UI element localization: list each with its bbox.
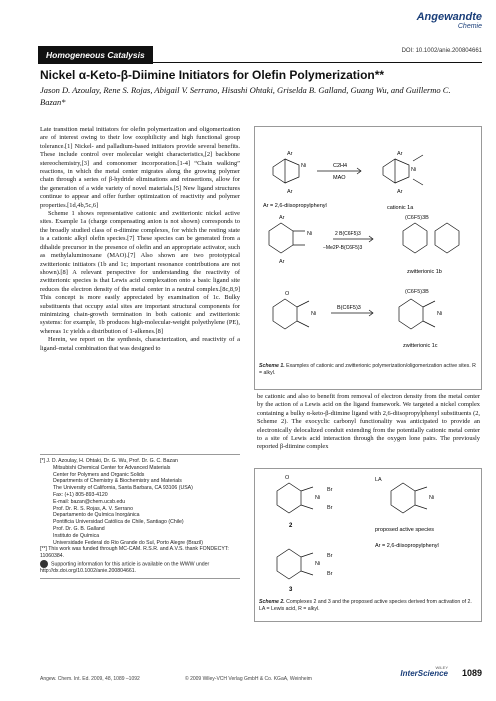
- publisher-small: WILEY: [435, 665, 448, 670]
- publisher-name: InterScience: [400, 669, 448, 678]
- supporting-info-icon: [40, 560, 48, 568]
- scheme2-active-label: proposed active species: [375, 527, 435, 533]
- body-left-column: [40, 126, 240, 353]
- section-tag: Homogeneous Catalysis: [38, 46, 153, 64]
- svg-text:Ni: Ni: [311, 311, 317, 317]
- scheme-1-caption-label: Scheme 1.: [259, 363, 285, 369]
- svg-text:Ni: Ni: [411, 167, 417, 173]
- journal-subname: Chemie: [457, 23, 482, 30]
- svg-text:Br: Br: [327, 571, 333, 577]
- scheme-1-drawing: [255, 127, 481, 389]
- scheme2-label-3: 3: [289, 587, 293, 593]
- affiliation-footnotes: [40, 454, 240, 579]
- publisher-logo: [400, 666, 448, 678]
- scheme1-label-1c: zwitterionic 1c: [403, 343, 438, 349]
- footnote-line: Pontificia Universidad Católica de Chile, Santiago (Chile): [53, 519, 184, 526]
- svg-text:Br: Br: [327, 553, 333, 559]
- scheme-2-drawing: [255, 469, 481, 595]
- journal-name: Angewandte: [416, 11, 482, 23]
- footnote-line: Departamento de Química Inorgánica: [53, 512, 140, 519]
- article-authors: Jason D. Azoulay, Rene S. Rojas, Abigail V. Serrano, Hisashi Ohtaki, Griselda B. Galland, Guang Wu, and Guillermo C. Bazan*: [40, 85, 451, 107]
- footnote-line: [*] J. D. Azoulay, H. Ohtaki, Dr. G. Wu, Prof. Dr. G. C. Bazan: [40, 458, 178, 464]
- svg-text:Ar: Ar: [287, 189, 293, 195]
- scheme-2-caption-text: Complexes 2 and 3 and the proposed active species derived from activation of 2. LA = Lewis acid, R = alkyl.: [259, 599, 472, 612]
- scheme1-label-1b: zwitterionic 1b: [407, 269, 442, 275]
- svg-text:O: O: [285, 475, 290, 481]
- scheme1-ar-definition: Ar = 2,6-diisopropylphenyl: [263, 203, 327, 209]
- svg-text:Ni: Ni: [315, 561, 321, 567]
- scheme2-label-2: 2: [289, 523, 293, 529]
- footnote-line: Departments of Chemistry & Biochemistry and Materials: [53, 478, 182, 485]
- article-title: Nickel α-Keto-β-Diimine Initiators for Olefin Polymerization**: [40, 68, 385, 82]
- footer-copyright: © 2009 Wiley-VCH Verlag GmbH & Co. KGaA, Weinheim: [185, 676, 312, 682]
- footnote-line: Universidade Federal do Rio Grande do Sul, Porto Alegre (Brazil): [53, 539, 203, 546]
- footnote-line: Mitsubishi Chemical Center for Advanced Materials: [53, 464, 171, 471]
- svg-text:Ni: Ni: [315, 495, 321, 501]
- svg-text:Ar: Ar: [279, 259, 285, 265]
- svg-text:Br: Br: [327, 487, 333, 493]
- scheme1-reagent1-top: C2H4: [333, 163, 348, 169]
- header-rule: [38, 62, 482, 63]
- body-paragraph: Herein, we report on the synthesis, characterization, and reactivity of a ligand–metal combination that was designed to: [40, 336, 240, 352]
- svg-text:Ar: Ar: [287, 151, 293, 157]
- footnote-email[interactable]: E-mail: bazan@chem.ucsb.edu: [53, 498, 126, 505]
- svg-text:Ni: Ni: [437, 311, 443, 317]
- footer-citation: Angew. Chem. Int. Ed. 2009, 48, 1089 –1092: [40, 676, 140, 682]
- svg-text:Ni: Ni: [307, 231, 313, 237]
- page-number: 1089: [461, 668, 482, 678]
- journal-logo: [417, 12, 482, 30]
- svg-text:Ar: Ar: [397, 151, 403, 157]
- svg-text:Ar: Ar: [397, 189, 403, 195]
- body-paragraph: be cationic and also to benefit from removal of electron density from the metal center by the action of a Lewis acid on the ligand framework. We targeted a nickel complex containing a bulky α-keto-β-diimine ligand with 2,6-diisopropylphenyl substituents (2, Scheme 2). The exocyclic carbonyl functionality was anticipated to provide an electronically delocalized conduit extending from the potentially cationic metal center to a site of Lewis acid interaction through the oxygen lone pairs. The previously reported β-diimine complex: [257, 393, 480, 451]
- footnote-line: The University of California, Santa Barbara, CA 93106 (USA): [53, 485, 193, 492]
- scheme1-reagent3: B(C6F5)3: [337, 305, 361, 311]
- scheme1-reagent2-top: 2 B(C6F5)3: [335, 231, 361, 237]
- svg-text:LA: LA: [375, 477, 382, 483]
- doi[interactable]: DOI: 10.1002/anie.200804661: [401, 48, 482, 54]
- body-right-column: [257, 393, 480, 452]
- scheme-2: [254, 468, 482, 622]
- scheme-1: [254, 126, 482, 390]
- footnote-line: Fax: (+1) 805-893-4120: [53, 491, 108, 498]
- svg-text:Ni: Ni: [429, 495, 435, 501]
- body-paragraph: Late transition metal initiators for olefin polymerization and oligomerization are of interest owing to their low oxophilicity and high functional group tolerance.[1] Nickel- and palladium-based initiators provide several benefits. These include control over molecular weight characteristics,[2] backbone stereochemistry,[3] and comonomer incorporation.[1-4] “Chain walking” reactions, in which the metal center migrates along the growing polymer chain through a series of β-hydride eliminations and reinsertions, allow for the generation of a wide variety of novel materials.[5] New ligand structures continue to appear and offer further optimization of reactivity and polymer properties.[1d,4b,5c,6]: [40, 126, 240, 209]
- svg-text:(C6F5)3B: (C6F5)3B: [405, 215, 429, 221]
- svg-text:(C6F5)3B: (C6F5)3B: [405, 289, 429, 295]
- footnote-line: Prof. Dr. R. S. Rojas, A. V. Serrano: [53, 505, 133, 512]
- scheme1-label-1a: cationic 1a: [387, 205, 414, 211]
- scheme-1-caption-text: Examples of cationic and zwitterionic polymerization/oligomerization active sites. R = alkyl.: [259, 363, 476, 376]
- supporting-info-text[interactable]: Supporting information for this article is available on the WWW under http://dx.doi.org/10.1002/anie.200804661.: [40, 561, 210, 575]
- svg-text:Ni: Ni: [301, 163, 307, 169]
- svg-text:Ar: Ar: [279, 215, 285, 221]
- scheme1-reagent1-bottom: MAO: [333, 175, 346, 181]
- scheme-1-caption: [259, 363, 477, 377]
- scheme1-reagent2-bottom: −Me2P-B(C6F5)3: [323, 245, 363, 251]
- svg-text:O: O: [285, 291, 290, 297]
- body-paragraph: Scheme 1 shows representative cationic and zwitterionic nickel active sites. Example 1a (charge compensating anion is not shown) corresponds to the broadly studied class of α-diimine complexes, for which the resting state is a cationic alkyl olefin species.[7] These species can be generated from a dihalide precursor in the presence of olefin and an appropriate activator, such as methylaluminoxane (MAO).[7] Also shown are two prototypical zwitterionic initiators (1b and 1c; important resonance contributions are not shown).[8] A relevant perspective for understanding the reactivity of zwitterionic species is that Lewis acid complexation onto a basic ligand site reduces the electron density of the metal center in a neutral complex.[8c,8,9] This concept is more easily appreciated by examination of 1c. Bulky substituents that occupy axial sites are important structural components for minimizing chain-growth termination in both cationic and zwitterionic systems: for example, 1b produces high-molecular-weight polyethylene (PE), whereas 1c yields a distribution of 1-alkenes.[8]: [40, 210, 240, 335]
- footnote-line: Prof. Dr. G. B. Galland: [53, 525, 105, 532]
- footnote-line: Center for Polymers and Organic Solids: [53, 471, 145, 478]
- footnote-line: Instituto de Química: [53, 532, 100, 539]
- supporting-info-line[interactable]: [40, 560, 240, 575]
- scheme2-ar-definition: Ar = 2,6-diisopropylphenyl: [375, 543, 439, 549]
- scheme-2-caption-label: Scheme 2.: [259, 599, 285, 605]
- scheme-2-caption: [259, 599, 477, 613]
- footnote-funding: [**] This work was funded through MC-CAM. R.S.R. and A.V.S. thank FONDECYT: 11060384.: [40, 546, 229, 560]
- svg-text:Br: Br: [327, 505, 333, 511]
